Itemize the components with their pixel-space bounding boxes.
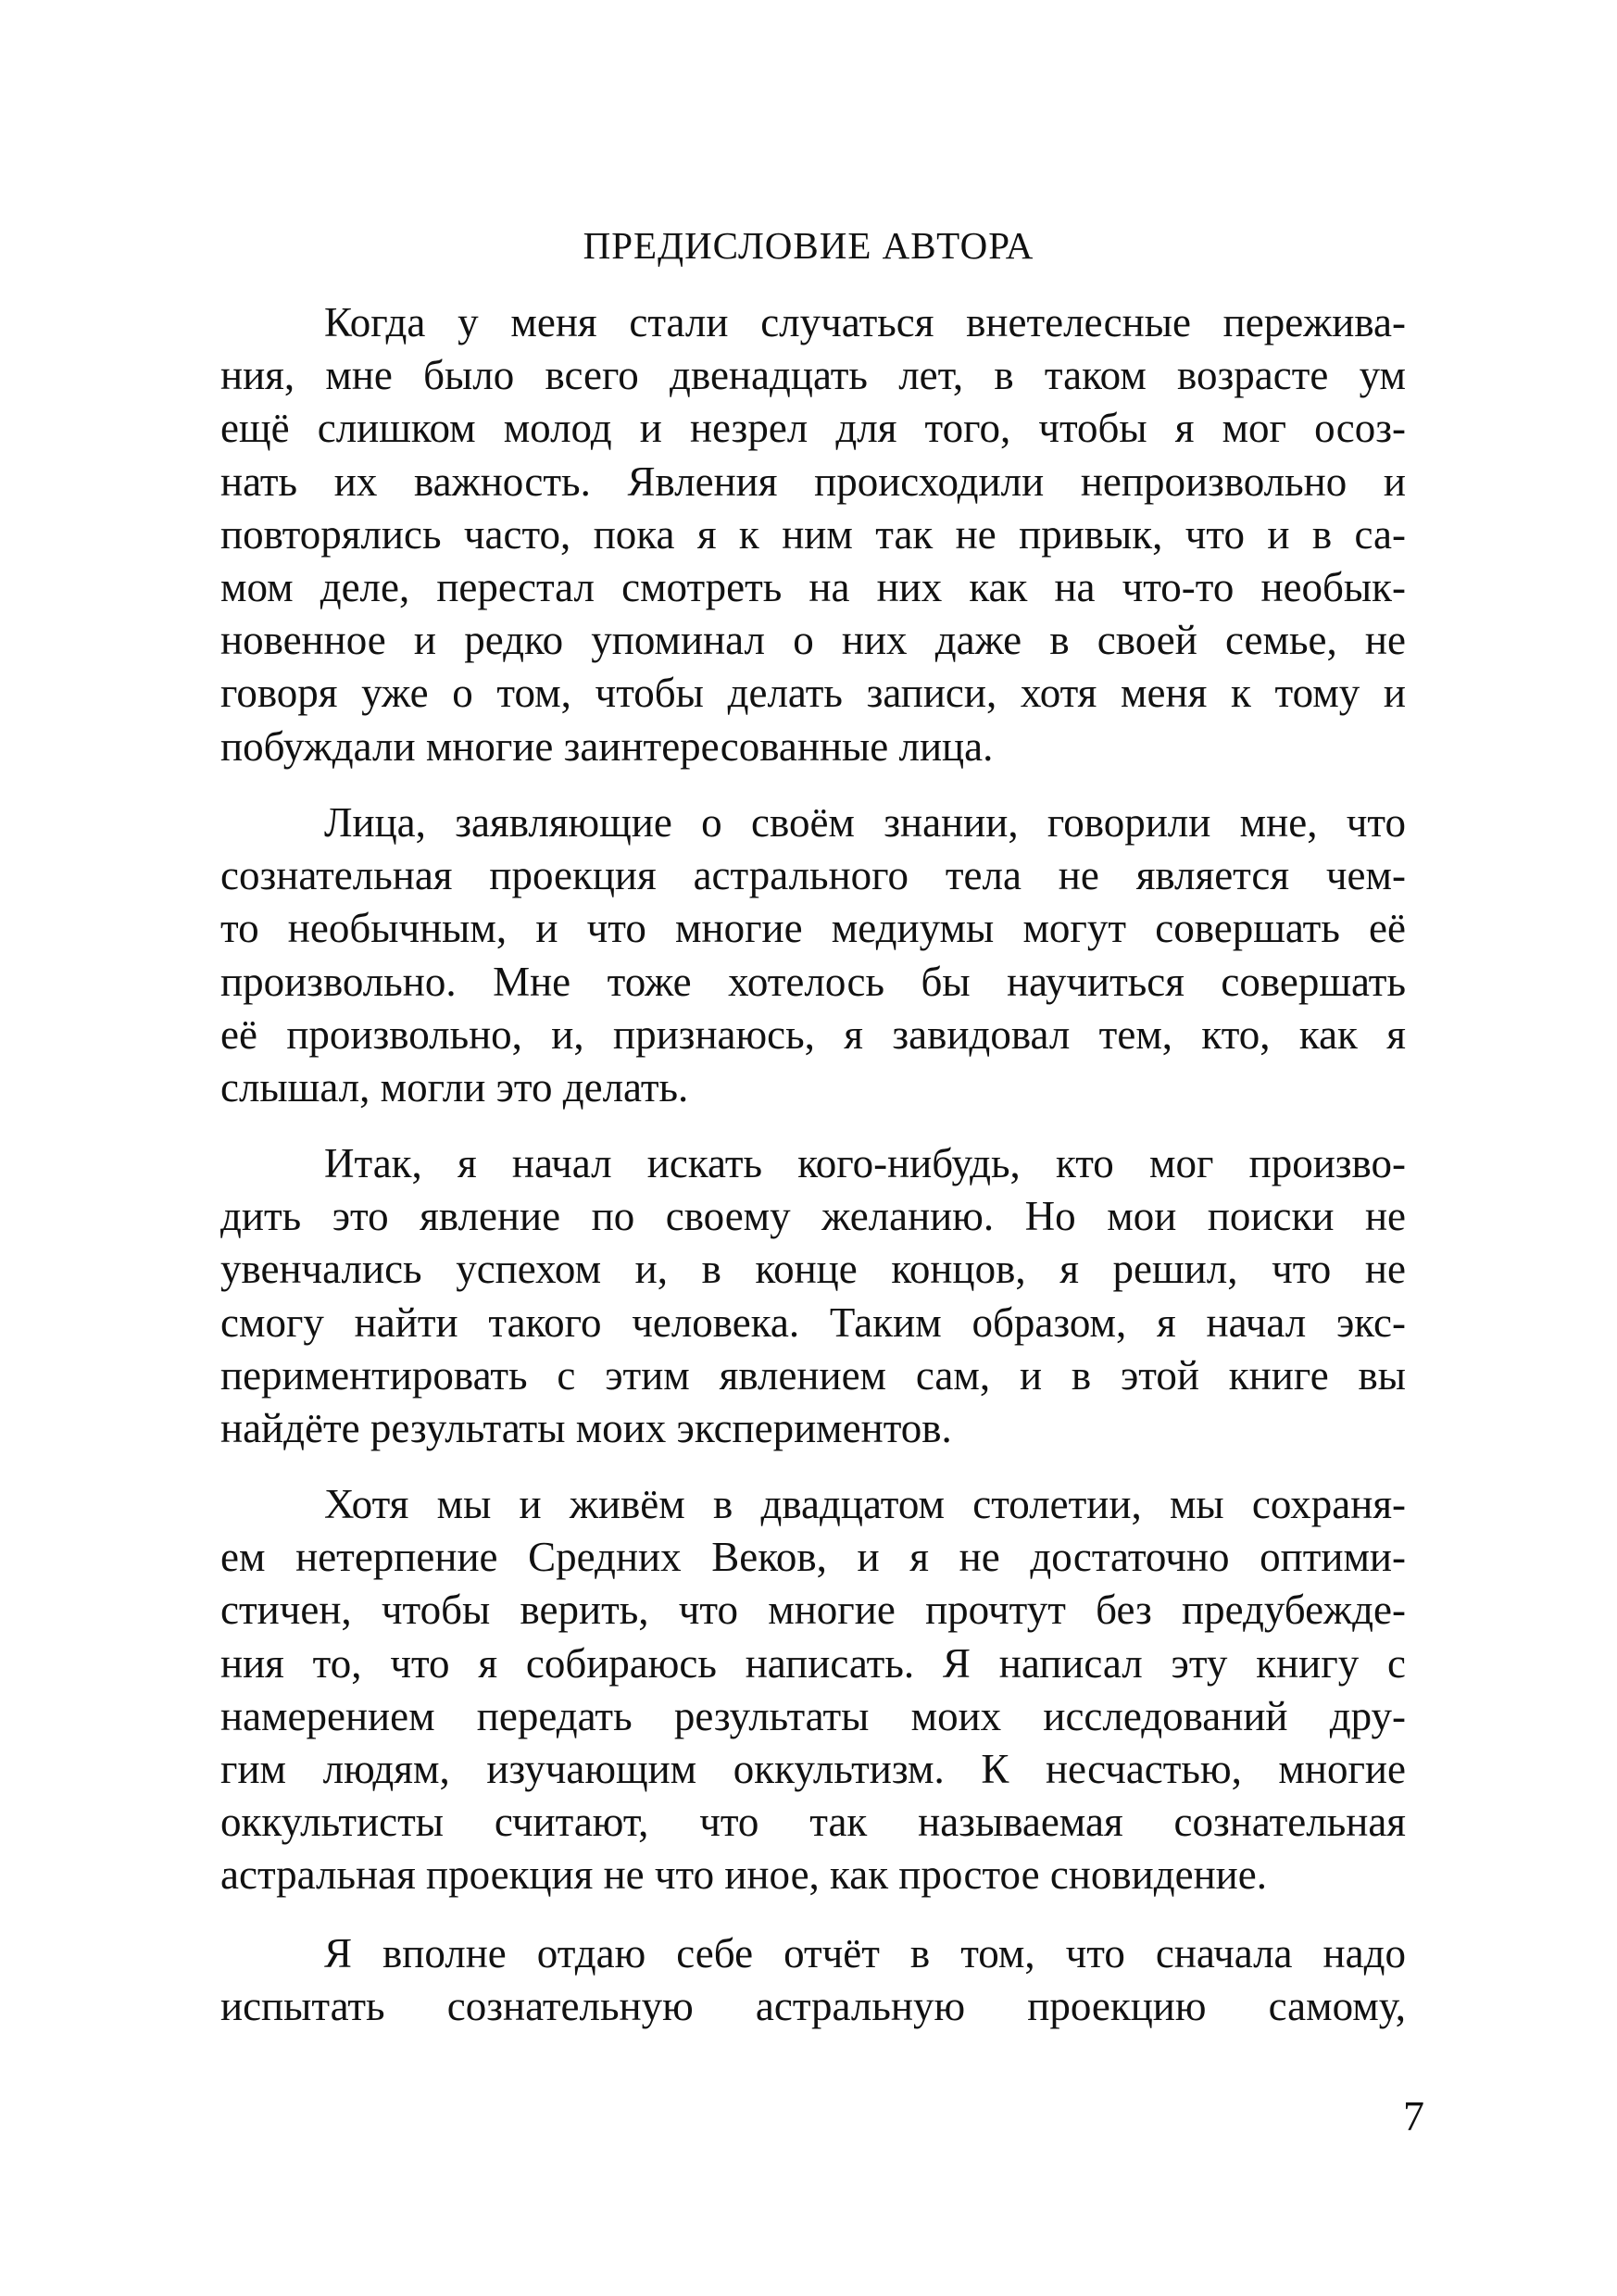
text-line: Хотя мы и живём в двадцатом столетии, мы сохраня- bbox=[324, 1481, 1406, 1527]
page-title: ПРЕДИСЛОВИЕ АВТОРА bbox=[583, 224, 1034, 267]
page-number: 7 bbox=[1403, 2092, 1424, 2139]
text-line: ем нетерпение Средних Веков, и я не достаточно оптими- bbox=[220, 1534, 1406, 1581]
paragraph-3 bbox=[220, 1137, 1406, 1455]
text-line: говоря уже о том, чтобы делать записи, хотя меня к тому и bbox=[220, 670, 1406, 717]
text-line: повторялись часто, пока я к ним так не привык, что и в са- bbox=[220, 510, 1406, 558]
text-line: намерением передать результаты моих исследований дру- bbox=[220, 1692, 1406, 1739]
text-line: смогу найти такого человека. Таким образом, я начал экс- bbox=[220, 1299, 1406, 1346]
text-line: мом деле, перестал смотреть на них как на что-то необык- bbox=[220, 563, 1406, 610]
text-line: Итак, я начал искать кого-нибудь, кто мог произво- bbox=[324, 1140, 1406, 1186]
text-line: ния, мне было всего двенадцать лет, в таком возрасте ум bbox=[220, 352, 1406, 399]
text-line: сознательная проекция астрального тела не является чем- bbox=[220, 852, 1406, 899]
text-line: гим людям, изучающим оккультизм. К несчастью, многие bbox=[220, 1745, 1406, 1792]
text-line: то необычным, и что многие медиумы могут совершать её bbox=[220, 905, 1406, 952]
paragraph-1 bbox=[220, 296, 1406, 773]
paragraph-4 bbox=[220, 1478, 1406, 1902]
text-line: дить это явление по своему желанию. Но мои поиски не bbox=[220, 1193, 1406, 1240]
text-line: Когда у меня стали случаться внетелесные пережива- bbox=[324, 299, 1406, 345]
paragraph-5 bbox=[220, 1927, 1406, 2033]
text-line: нать их важность. Явления происходили непроизвольно и bbox=[220, 458, 1406, 505]
text-line: её произвольно, и, признаюсь, я завидовал тем, кто, как я bbox=[220, 1010, 1406, 1058]
text-line: слышал, могли это делать. bbox=[220, 1063, 689, 1110]
text-line: произвольно. Мне тоже хотелось бы научиться совершать bbox=[220, 958, 1406, 1005]
text-line: ещё слишком молод и незрел для того, чтобы я мог осоз- bbox=[220, 405, 1406, 452]
text-line: найдёте результаты моих экспериментов. bbox=[220, 1404, 952, 1451]
text-line: астральная проекция не что иное, как простое сновидение. bbox=[220, 1851, 1267, 1899]
text-line: новенное и редко упоминал о них даже в своей семье, не bbox=[220, 617, 1406, 664]
text-line: оккультисты считают, что так называемая сознательная bbox=[220, 1799, 1406, 1846]
paragraph-2 bbox=[220, 797, 1406, 1114]
text-line: стичен, чтобы верить, что многие прочтут без предубежде- bbox=[220, 1587, 1406, 1634]
text-line: испытать сознательную астральную проекцию самому, bbox=[220, 1983, 1406, 2030]
text-line: Я вполне отдаю себе отчёт в том, что сначала надо bbox=[324, 1930, 1406, 1976]
text-line: побуждали многие заинтересованные лица. bbox=[220, 722, 994, 770]
text-line: периментировать с этим явлением сам, и в этой книге вы bbox=[220, 1351, 1406, 1399]
text-line: увенчались успехом и, в конце концов, я решил, что не bbox=[220, 1246, 1406, 1293]
text-line: Лица, заявляющие о своём знании, говорили мне, что bbox=[324, 799, 1406, 846]
text-line: ния то, что я собираюсь написать. Я написал эту книгу с bbox=[220, 1639, 1406, 1687]
